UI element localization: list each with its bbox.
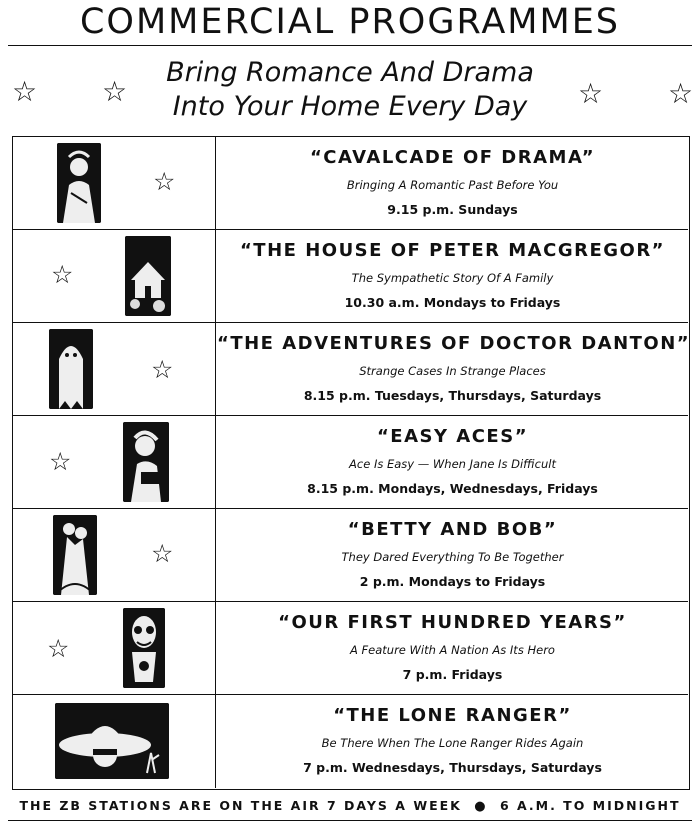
programme-schedule: 9.15 p.m. Sundays [387, 202, 518, 217]
image-cell [13, 137, 216, 229]
tiki-icon [123, 608, 165, 688]
footer-text-left: THE ZB STATIONS ARE ON THE AIR 7 DAYS A WEEK [19, 798, 462, 813]
image-cell [13, 509, 216, 601]
masked-rider-icon [55, 703, 169, 779]
woman-reading-icon [123, 422, 169, 502]
programme-title: “THE HOUSE OF PETER MACGREGOR” [239, 240, 666, 261]
programme-subtitle: They Dared Everything To Be Together [341, 550, 564, 564]
programme-subtitle: Be There When The Lone Ranger Rides Again [321, 736, 584, 750]
table-row [13, 416, 688, 509]
title-divider [8, 45, 692, 46]
tagline-line-1: Bring Romance And Drama [166, 57, 534, 88]
star-icon: ☆ [153, 167, 176, 196]
programme-subtitle: Ace Is Easy — When Jane Is Difficult [349, 457, 556, 471]
programme-schedule: 7 p.m. Wednesdays, Thursdays, Saturdays [303, 760, 602, 775]
programme-title: “BETTY AND BOB” [347, 519, 558, 540]
dancing-couple-icon [53, 515, 97, 595]
table-row [13, 230, 688, 323]
programme-info [217, 695, 688, 788]
programme-schedule: 2 p.m. Mondays to Fridays [359, 574, 546, 589]
programme-info [217, 602, 688, 694]
programme-title: “EASY ACES” [376, 426, 529, 447]
programme-schedule: 10.30 a.m. Mondays to Fridays [344, 295, 561, 310]
programme-schedule: 8.15 p.m. Tuesdays, Thursdays, Saturdays [303, 388, 602, 403]
image-cell [13, 602, 216, 694]
ghost-icon [49, 329, 93, 409]
image-cell [13, 416, 216, 508]
programme-info [217, 323, 691, 415]
tagline-line-2: Into Your Home Every Day [172, 91, 528, 122]
programme-subtitle: A Feature With A Nation As Its Hero [350, 643, 555, 657]
programme-schedule: 7 p.m. Fridays [402, 667, 503, 682]
programme-title: “THE LONE RANGER” [333, 705, 572, 726]
footer-divider [8, 820, 692, 821]
star-icon: ☆ [668, 77, 694, 110]
programme-subtitle: Bringing A Romantic Past Before You [346, 178, 559, 192]
table-row [13, 695, 688, 788]
programme-schedule: 8.15 p.m. Mondays, Wednesdays, Fridays [307, 481, 598, 496]
programme-title: “OUR FIRST HUNDRED YEARS” [278, 612, 627, 633]
house-icon [125, 236, 171, 316]
star-icon: ☆ [12, 75, 38, 108]
table-row [13, 509, 688, 602]
star-icon: ☆ [102, 75, 128, 108]
page-title: COMMERCIAL PROGRAMMES [79, 2, 621, 42]
programme-subtitle: The Sympathetic Story Of A Family [351, 271, 554, 285]
star-icon: ☆ [151, 539, 174, 568]
star-icon: ☆ [578, 77, 604, 110]
star-icon: ☆ [49, 447, 72, 476]
programme-info [217, 137, 688, 229]
star-icon: ☆ [47, 634, 70, 663]
programme-title: “THE ADVENTURES OF DOCTOR DANTON” [217, 333, 691, 354]
portrait-icon [57, 143, 101, 223]
image-cell [13, 230, 216, 322]
image-cell [13, 695, 216, 788]
star-icon: ☆ [151, 355, 174, 384]
star-icon: ☆ [51, 260, 74, 289]
programme-info [217, 509, 688, 601]
table-row [13, 137, 688, 230]
programme-info [217, 416, 688, 508]
programme-title: “CAVALCADE OF DRAMA” [309, 147, 596, 168]
programme-table [12, 136, 690, 790]
programme-subtitle: Strange Cases In Strange Places [359, 364, 546, 378]
bullet-icon: ● [474, 799, 488, 814]
table-row [13, 323, 691, 416]
table-row [13, 602, 688, 695]
image-cell [13, 323, 216, 415]
programme-info [217, 230, 688, 322]
footer-banner [0, 795, 700, 817]
footer-text-right: 6 A.M. TO MIDNIGHT [499, 798, 681, 813]
tagline [120, 56, 580, 124]
